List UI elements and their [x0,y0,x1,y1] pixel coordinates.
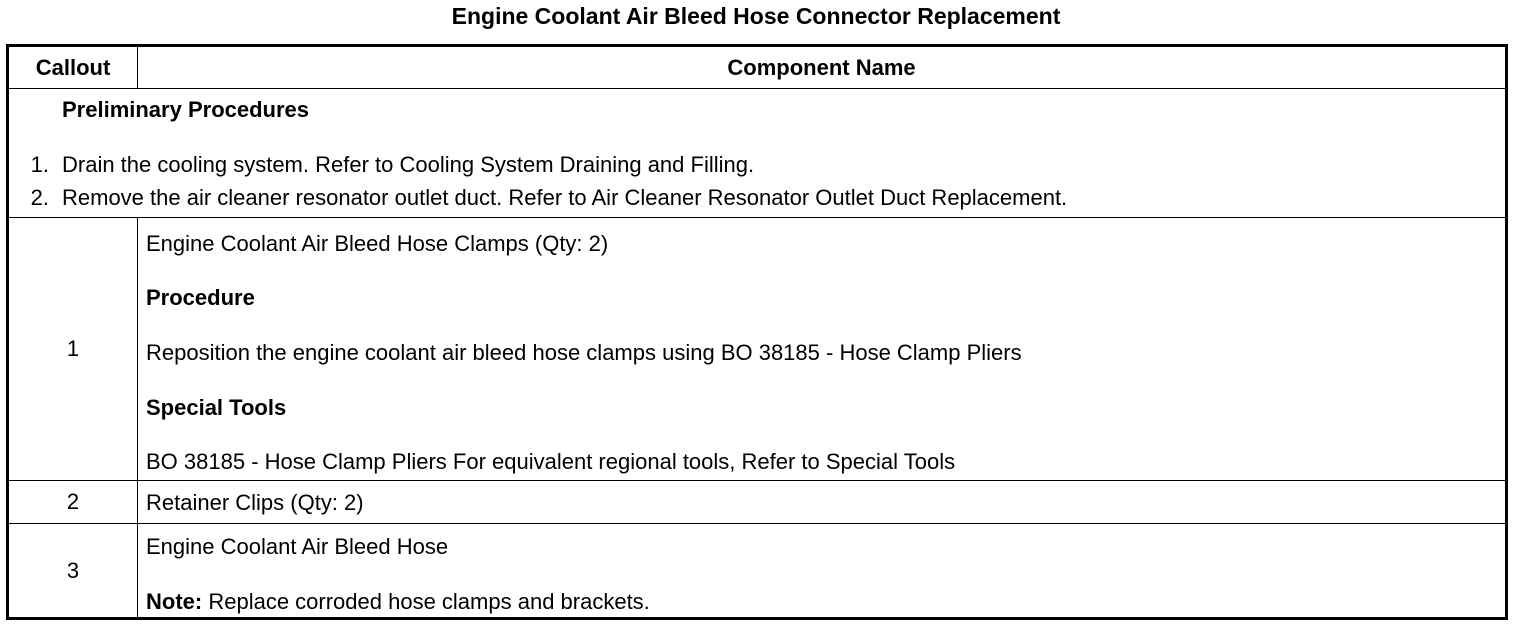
preliminary-step-1-number: 1. [30,152,49,177]
callout-cell [9,524,138,617]
table-row [9,481,1505,524]
note-line [146,589,650,615]
procedure-heading: Procedure [146,285,255,310]
callout-number: 3 [66,557,80,583]
preliminary-step-2-number: 2. [30,185,49,210]
table-header-row [9,47,1505,89]
component-name: Engine Coolant Air Bleed Hose [146,534,449,559]
note-label: Note: [146,589,203,614]
component-name: Engine Coolant Air Bleed Hose Clamps (Qty: 2) [146,231,609,256]
header-callout-cell [9,47,138,88]
document-title: Engine Coolant Air Bleed Hose Connector Replacement [451,3,1061,29]
component-cell [138,524,1505,617]
preliminary-step-2-text: Remove the air cleaner resonator outlet duct. Refer to Air Cleaner Resonator Outlet Duct Replacement. [62,185,1068,210]
header-component-name: Component Name [727,54,916,80]
component-name: Retainer Clips (Qty: 2) [146,490,364,515]
header-callout: Callout [35,54,111,80]
note-text: Replace corroded hose clamps and brackets. [202,589,650,614]
callout-cell [9,481,138,523]
header-component-name-cell [138,47,1505,88]
callout-number: 1 [66,336,80,361]
component-cell [138,481,1505,523]
table-row [9,524,1505,617]
component-cell [138,218,1505,480]
components-table [6,44,1508,620]
preliminary-step-1-text: Drain the cooling system. Refer to Cooling System Draining and Filling. [62,152,755,177]
procedure-text: Reposition the engine coolant air bleed hose clamps using BO 38185 - Hose Clamp Pliers [146,340,1022,365]
callout-cell [9,218,138,480]
special-tools-heading: Special Tools [146,395,287,420]
table-row [9,218,1505,481]
preliminary-heading: Preliminary Procedures [62,97,310,122]
preliminary-procedures-row [9,89,1505,218]
callout-number: 2 [66,489,80,514]
special-tools-text: BO 38185 - Hose Clamp Pliers For equivalent regional tools, Refer to Special Tools [146,449,956,474]
